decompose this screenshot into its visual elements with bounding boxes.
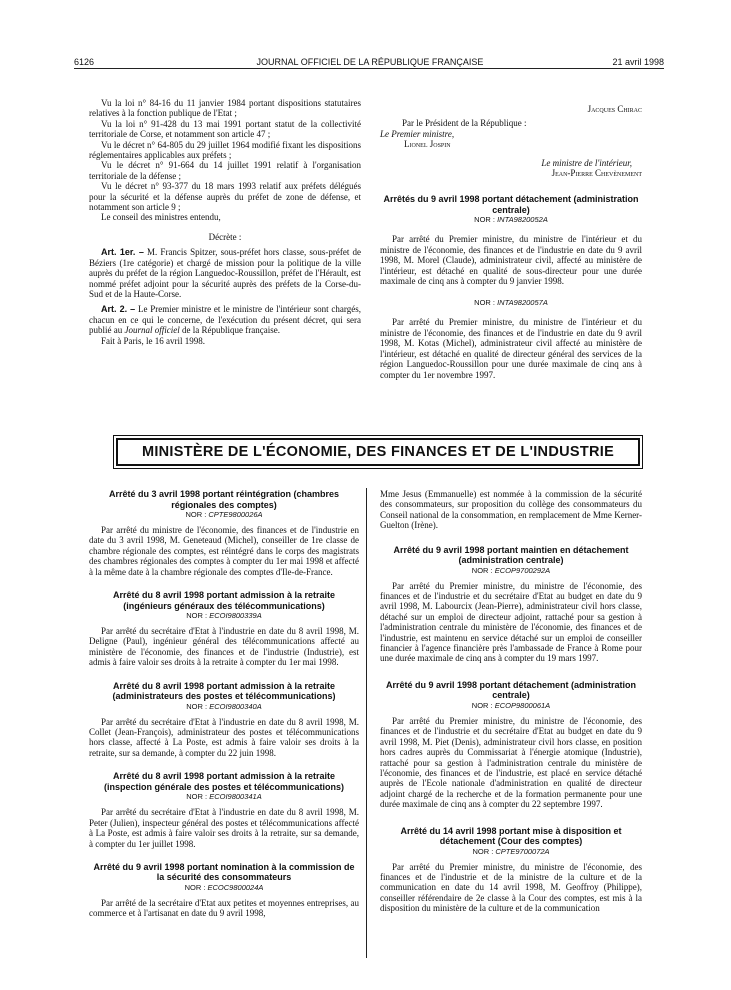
article-1 xyxy=(89,247,361,299)
nor-label: NOR : xyxy=(471,700,495,710)
bottom-right-column xyxy=(380,489,642,914)
ministre-interieur-name: Jean-Pierre Chevènement xyxy=(551,168,642,179)
nor-label: NOR : xyxy=(186,611,210,621)
par-le-president: Par le Président de la République : xyxy=(402,118,527,129)
nor-reference xyxy=(380,298,642,308)
nor-code: ECOI9800340A xyxy=(209,701,262,711)
top-left-column xyxy=(89,98,361,346)
decree-title: Arrêté du 8 avril 1998 portant admission à la retraite (inspection générale des postes et télécommunications) xyxy=(103,771,345,792)
decree-block xyxy=(89,489,359,577)
decree-text: Par arrêté du secrétaire d'Etat à l'industrie en date du 8 avril 1998, M. Collet (Jean-François), administrateur des postes et télécommunications hors classe, affecté à La Poste, est admis à faire valoir ses droits à la retraite, sur sa demande, à compter du 22 juin 1998. xyxy=(89,716,359,758)
page-number: 6126 xyxy=(74,57,95,67)
decree-block xyxy=(89,590,359,668)
decree-block xyxy=(89,771,359,849)
premier-ministre-title: Le Premier ministre, xyxy=(380,128,455,139)
signature-president: Jacques Chirac xyxy=(587,104,642,114)
bottom-left-column xyxy=(89,489,359,919)
nor-label: NOR : xyxy=(184,882,208,892)
visa: Vu la loi n° 91-428 du 13 mai 1991 portant statut de la collectivité territoriale de Corse, et notamment son article 47 ; xyxy=(89,118,361,140)
decree-block xyxy=(380,545,642,664)
journal-officiel-italic: Journal officiel xyxy=(124,325,180,336)
nor-label: NOR : xyxy=(185,510,209,519)
nor-reference xyxy=(89,702,359,712)
decree-title: Arrêté du 8 avril 1998 portant admission à la retraite (ingénieurs généraux des télécommunications) xyxy=(112,590,336,611)
article-1-label: Art. 1er. – xyxy=(101,247,144,258)
visa: Vu le décret n° 91-664 du 14 juillet 1991 relatif à l'organisation territoriale de la défense ; xyxy=(89,160,361,181)
nor-reference xyxy=(380,847,642,857)
ministry-banner: MINISTÈRE DE L'ÉCONOMIE, DES FINANCES ET DE L'INDUSTRIE xyxy=(116,438,640,466)
nor-reference xyxy=(89,883,359,893)
decree-block xyxy=(380,826,642,914)
nor-code: ECOI9800341A xyxy=(209,792,262,802)
continuation-text: Mme Jesus (Emmanuelle) est nommée à la commission de la sécurité des consommateurs, sur proposition du collège des consommateurs du Conseil national de la consommation, en remplacement de Mme Kerner-Guelton (Irène). xyxy=(380,489,642,531)
nor-code: ECOP9800061A xyxy=(494,700,551,710)
decree-title: Arrêté du 9 avril 1998 portant nomination à la commission de la sécurité des consommateurs xyxy=(93,861,355,883)
article-2-text-end: de la République française. xyxy=(179,325,280,336)
decree-text: Par arrêté du Premier ministre, du ministre de l'économie, des finances et de l'industrie et du secrétaire d'Etat au budget en date du 9 avril 1998, M. Piet (Denis), administrateur civil hors classe, en position hors cadres auprès du Commissariat à l'énergie atomique (Industrie), rattaché pour sa gestion à l'administration centrale du ministère de l'économie, des finances et de l'industrie, est placé en service détaché auprès de l'Ecole nationale d'administration en qualité de directeur adjoint chargé de la recherche et de la formation permanente pour une durée maximale de cinq ans à compter du 22 septembre 1997. xyxy=(380,715,642,810)
decree-block xyxy=(380,680,642,810)
decree-block xyxy=(89,681,359,759)
decree-title: Arrêté du 9 avril 1998 portant maintien en détachement (administration centrale) xyxy=(393,544,629,566)
decree-text: Par arrêté du secrétaire d'Etat à l'industrie en date du 8 avril 1998, M. Peter (Julien), inspecteur général des postes et télécommunications affecté à La Poste, est admis à faire valoir ses droits à la retraite, sur sa demande, à compter du 1er juillet 1998. xyxy=(89,807,359,849)
nor-label: NOR : xyxy=(472,846,496,856)
fait-a-paris: Fait à Paris, le 16 avril 1998. xyxy=(101,335,205,346)
nor-reference xyxy=(380,215,642,225)
decree-title: Arrêté du 14 avril 1998 portant mise à disposition et détachement (Cour des comptes) xyxy=(400,825,622,847)
decree-block xyxy=(89,862,359,919)
nor-reference xyxy=(89,611,359,621)
decree-text: Par arrêté du secrétaire d'Etat à l'industrie en date du 8 avril 1998, M. Deligne (Paul), ingénieur général des télécommunications affecté au ministère de l'économie, des finances et de l'industrie (Industrie), est admis à faire valoir ses droits à la retraite à compter du 1er mai 1998. xyxy=(89,626,359,668)
header-date: 21 avril 1998 xyxy=(612,57,664,67)
premier-ministre-name: Lionel Jospin xyxy=(404,139,451,150)
nor-code: ECOP9700292A xyxy=(494,565,551,575)
nor-code: ECOC9800024A xyxy=(207,882,264,892)
decree-text: Par arrêté du Premier ministre, du ministre de l'économie, des finances et de l'industrie et du secrétaire d'Etat au budget en date du 9 avril 1998, M. Labourcix (Jean-Pierre), administrateur civil hors classe, détaché sur un emploi de directeur adjoint, rattaché pour sa gestion à l'administration centrale du ministère de l'économie, des finances et de l'industrie, est maintenu en service détaché sur un emploi de conseiller financier à l'agence financière près l'ambassade de France à Rome pour une durée maximale de cinq ans à compter du 19 mars 1997. xyxy=(380,580,642,664)
nor-code: INTA9820052A xyxy=(497,215,548,225)
nor-label: NOR : xyxy=(474,298,498,308)
article-2-label: Art. 2. – xyxy=(101,304,136,315)
ministre-interieur-title: Le ministre de l'intérieur, xyxy=(541,157,632,168)
nor-reference xyxy=(89,792,359,802)
article-2 xyxy=(89,304,361,335)
section-title: Arrêtés du 9 avril 1998 portant détachement (administration centrale) xyxy=(383,194,639,215)
decree-title: Arrêté du 3 avril 1998 portant réintégration (chambres régionales des comptes) xyxy=(108,489,340,510)
nor-code: INTA9820057A xyxy=(497,298,548,308)
visa-list xyxy=(89,98,361,223)
journal-title: JOURNAL OFFICIEL DE LA RÉPUBLIQUE FRANÇAISE xyxy=(256,57,484,67)
decree-text: Par arrêté du Premier ministre, du ministre de l'économie, des finances et de l'industrie et de la ministre de la culture et de la communication en date du 14 avril 1998, M. Geoffroy (Philippe), conseiller référendaire de 2e classe à la Cour des comptes, est mis à la disposition du ministère de la culture et de la communication xyxy=(380,861,642,914)
visa: Le conseil des ministres entendu, xyxy=(101,212,221,223)
section-paragraph: Par arrêté du Premier ministre, du ministre de l'intérieur et du ministre de l'économie, des finances et de l'industrie en date du 9 avril 1998, M. Kotas (Michel), administrateur civil affecté au ministère de l'intérieur, est détaché en qualité de directeur général des services de la région Languedoc-Roussillon pour une durée maximale de cinq ans à compter du 1er novembre 1997. xyxy=(380,317,642,380)
nor-code: CPTE9700072A xyxy=(495,846,550,856)
section-paragraph: Par arrêté du Premier ministre, du ministre de l'intérieur et du ministre de l'économie, des finances et de l'industrie en date du 9 avril 1998, M. Morel (Claude), administrateur civil, affecté au ministère de l'intérieur, est détaché en qualité de sous-directeur pour une durée maximale de cinq ans à compter du 9 janvier 1998. xyxy=(380,234,642,287)
decree-title: Arrêté du 9 avril 1998 portant détachement (administration centrale) xyxy=(385,679,637,701)
nor-label: NOR : xyxy=(186,792,210,802)
article-2-text: Le Premier ministre et le ministre de l'intérieur sont chargés, chacun en ce qui le concerne, de l'exécution du présent décret, qui sera publié au xyxy=(89,304,361,336)
nor-reference xyxy=(89,510,359,520)
nor-label: NOR : xyxy=(186,701,210,711)
header-rule xyxy=(74,68,664,69)
article-1-text: M. Francis Spitzer, sous-préfet hors classe, sous-préfet de Béziers (1re catégorie) et chargé de mission pour la politique de la ville auprès du préfet de la région Languedoc-Roussillon, préfet de l'Hérault, est nommé préfet adjoint pour la sécurité auprès des préfets de la Corse-du-Sud et de la Haute-Corse. xyxy=(89,247,361,299)
nor-label: NOR : xyxy=(474,215,498,225)
column-divider xyxy=(366,488,367,958)
nor-label: NOR : xyxy=(471,565,495,575)
decrete-heading: Décrète : xyxy=(208,231,242,242)
visa: Vu le décret n° 64-805 du 29 juillet 1964 modifié fixant les dispositions réglementaires applicables aux préfets ; xyxy=(89,139,361,161)
decree-title: Arrêté du 8 avril 1998 portant admission à la retraite (administrateurs des postes et télécommunications) xyxy=(112,680,336,702)
top-right-column xyxy=(380,104,642,380)
nor-reference xyxy=(380,566,642,576)
visa: Vu la loi n° 84-16 du 11 janvier 1984 portant dispositions statutaires relatives à la fonction publique de l'Etat ; xyxy=(89,98,361,119)
nor-code: CPTE9800026A xyxy=(208,510,263,519)
nor-code: ECOI9800339A xyxy=(209,611,262,621)
decree-text: Par arrêté du ministre de l'économie, des finances et de l'industrie en date du 3 avril 1998, M. Geneteaud (Michel), conseiller de 1re classe de chambre régionale des comptes, est réintégré dans le corps des magistrats des chambres régionales des comptes à compter du 1er mai 1998 et affecté à la même date à la chambre régionale des comptes d'Ile-de-France. xyxy=(89,525,359,577)
nor-reference xyxy=(380,701,642,711)
visa: Vu le décret n° 93-377 du 18 mars 1993 relatif aux préfets délégués pour la sécurité et la défense auprès du préfet de zone de défense, et notamment son article 9 ; xyxy=(89,181,361,213)
decree-text: Par arrêté de la secrétaire d'Etat aux petites et moyennes entreprises, au commerce et à l'artisanat en date du 9 avril 1998, xyxy=(89,897,359,919)
